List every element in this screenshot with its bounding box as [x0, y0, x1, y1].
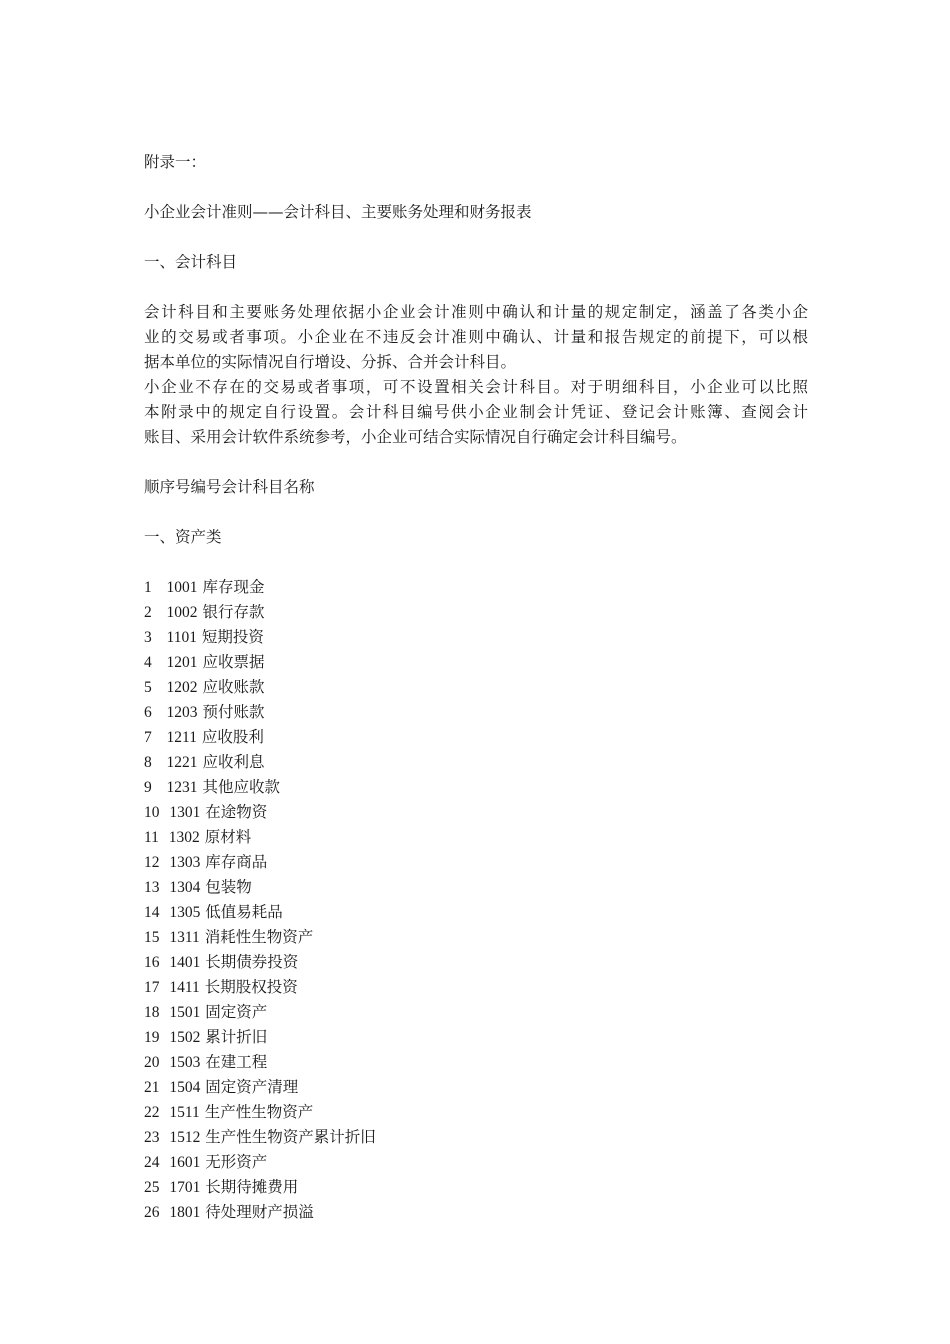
account-code: 1511	[169, 1104, 200, 1121]
paragraph-line: 业的交易或者事项。小企业在不违反会计准则中确认、计量和报告规定的前提下，可以根	[144, 328, 808, 346]
account-seq: 16	[144, 954, 160, 971]
account-name: 库存现金	[202, 578, 265, 596]
account-code: 1304	[169, 879, 201, 896]
document-title: 小企业会计准则——会计科目、主要账务处理和财务报表	[144, 203, 532, 221]
account-name: 待处理财产损溢	[205, 1203, 314, 1221]
account-row	[144, 600, 808, 625]
account-row	[144, 1175, 808, 1200]
account-seq: 11	[144, 829, 159, 846]
appendix-label: 附录一：	[144, 153, 207, 171]
account-seq: 12	[144, 854, 160, 871]
paragraph-line: 账目、采用会计软件系统参考，小企业可结合实际情况自行确定会计科目编号。	[144, 428, 687, 446]
account-row	[144, 875, 808, 900]
account-name: 其他应收款	[202, 778, 280, 796]
account-code: 1221	[166, 754, 198, 771]
paragraph-line: 小企业不存在的交易或者事项，可不设置相关会计科目。对于明细科目，小企业可以比照	[144, 378, 808, 396]
account-seq: 25	[144, 1179, 160, 1196]
document-page	[144, 150, 808, 1225]
account-seq: 2	[144, 604, 152, 621]
table-header: 顺序号编号会计科目名称	[144, 478, 315, 496]
account-row	[144, 1025, 808, 1050]
account-row	[144, 650, 808, 675]
account-seq: 18	[144, 1004, 160, 1021]
account-code: 1504	[169, 1079, 201, 1096]
paragraph-line: 本附录中的规定自行设置。会计科目编号供小企业制会计凭证、登记会计账簿、查阅会计	[144, 403, 808, 421]
account-code: 1301	[169, 804, 201, 821]
account-row	[144, 1150, 808, 1175]
account-name: 固定资产	[205, 1003, 268, 1021]
account-row	[144, 675, 808, 700]
account-name: 库存商品	[205, 853, 268, 871]
paragraph-line: 会计科目和主要账务处理依据小企业会计准则中确认和计量的规定制定，涵盖了各类小企	[144, 303, 808, 321]
account-seq: 13	[144, 879, 160, 896]
account-row	[144, 1100, 808, 1125]
account-name: 消耗性生物资产	[204, 928, 314, 946]
account-code: 1001	[166, 579, 198, 596]
account-seq: 26	[144, 1204, 160, 1221]
account-code: 1231	[166, 779, 198, 796]
account-row	[144, 825, 808, 850]
account-seq: 9	[144, 779, 152, 796]
account-seq: 14	[144, 904, 160, 921]
account-code: 1311	[169, 929, 200, 946]
account-name: 预付账款	[202, 703, 265, 721]
account-name: 应收股利	[201, 728, 264, 746]
account-code: 1411	[169, 979, 200, 996]
account-code: 1701	[169, 1179, 201, 1196]
account-name: 银行存款	[202, 603, 265, 621]
account-seq: 4	[144, 654, 152, 671]
account-name: 生产性生物资产	[204, 1103, 314, 1121]
account-name: 应收账款	[202, 678, 265, 696]
account-name: 低值易耗品	[205, 903, 283, 921]
account-row	[144, 1075, 808, 1100]
paragraph-line: 据本单位的实际情况自行增设、分拆、合并会计科目。	[144, 353, 517, 371]
account-code: 1203	[166, 704, 198, 721]
account-name: 固定资产清理	[205, 1078, 299, 1096]
account-name: 包装物	[205, 878, 252, 896]
account-row	[144, 1050, 808, 1075]
account-name: 长期待摊费用	[205, 1178, 299, 1196]
account-seq: 15	[144, 929, 160, 946]
section-heading: 一、会计科目	[144, 253, 238, 271]
account-name: 短期投资	[201, 628, 264, 646]
account-seq: 1	[144, 579, 152, 596]
account-code: 1801	[169, 1204, 201, 1221]
account-code: 1002	[166, 604, 198, 621]
account-name: 累计折旧	[205, 1028, 268, 1046]
account-code: 1202	[166, 679, 198, 696]
account-code: 1302	[168, 829, 200, 846]
account-row	[144, 775, 808, 800]
account-code: 1503	[169, 1054, 201, 1071]
account-seq: 7	[144, 729, 152, 746]
account-code: 1501	[169, 1004, 201, 1021]
account-row	[144, 1125, 808, 1150]
account-code: 1303	[169, 854, 201, 871]
account-code: 1305	[169, 904, 201, 921]
account-seq: 10	[144, 804, 160, 821]
account-code: 1401	[169, 954, 201, 971]
account-code: 1101	[166, 629, 197, 646]
account-seq: 21	[144, 1079, 160, 1096]
account-name: 应收利息	[202, 753, 265, 771]
account-row	[144, 950, 808, 975]
account-name: 应收票据	[202, 653, 265, 671]
account-name: 在建工程	[205, 1053, 268, 1071]
account-name: 在途物资	[205, 803, 268, 821]
category-heading: 一、资产类	[144, 528, 222, 546]
account-row	[144, 750, 808, 775]
account-row	[144, 575, 808, 600]
account-row	[144, 800, 808, 825]
account-seq: 24	[144, 1154, 160, 1171]
account-row	[144, 725, 808, 750]
account-name: 原材料	[204, 828, 252, 846]
account-seq: 20	[144, 1054, 160, 1071]
account-name: 长期债券投资	[205, 953, 299, 971]
account-row	[144, 700, 808, 725]
account-row	[144, 925, 808, 950]
account-name: 生产性生物资产累计折旧	[205, 1128, 376, 1146]
account-row	[144, 900, 808, 925]
account-seq: 3	[144, 629, 152, 646]
account-code: 1512	[169, 1129, 201, 1146]
account-seq: 23	[144, 1129, 160, 1146]
intro-paragraph-2	[144, 375, 808, 450]
account-row	[144, 1000, 808, 1025]
account-name: 无形资产	[205, 1153, 268, 1171]
intro-paragraph-1	[144, 300, 808, 375]
account-name: 长期股权投资	[204, 978, 298, 996]
account-seq: 19	[144, 1029, 160, 1046]
account-list	[144, 575, 808, 1225]
account-seq: 6	[144, 704, 152, 721]
account-seq: 22	[144, 1104, 160, 1121]
account-code: 1211	[166, 729, 197, 746]
account-seq: 5	[144, 679, 152, 696]
account-code: 1502	[169, 1029, 201, 1046]
account-row	[144, 975, 808, 1000]
account-row	[144, 850, 808, 875]
account-seq: 8	[144, 754, 152, 771]
account-code: 1601	[169, 1154, 201, 1171]
account-seq: 17	[144, 979, 160, 996]
account-row	[144, 625, 808, 650]
account-row	[144, 1200, 808, 1225]
account-code: 1201	[166, 654, 198, 671]
